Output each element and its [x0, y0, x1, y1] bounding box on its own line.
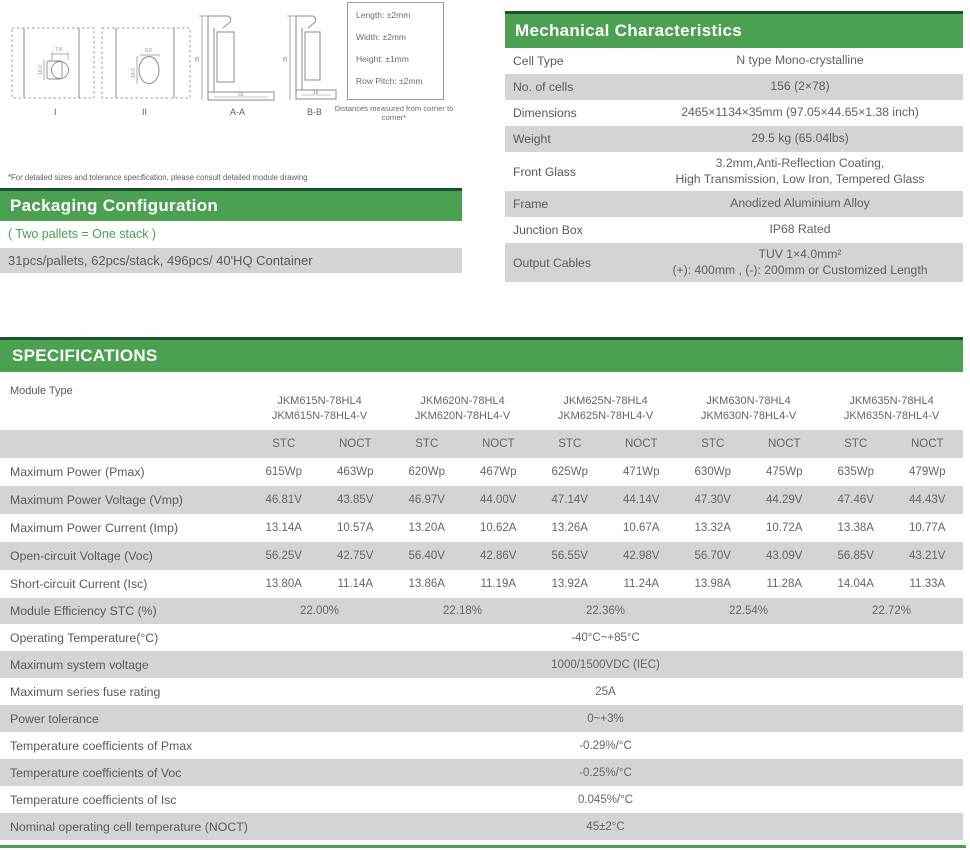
- module-technical-drawings: [2, 2, 347, 122]
- module-name: JKM615N-78HL4 JKM615N-78HL4-V: [271, 395, 368, 422]
- aa-width-dim: 33: [238, 92, 244, 98]
- spec-row-label: Maximum Power (Pmax): [10, 465, 145, 479]
- spec-value: 56.70V: [694, 550, 731, 562]
- mech-row-label: Dimensions: [513, 106, 577, 120]
- spec-row: [0, 542, 963, 570]
- spec-value: 11.14A: [337, 578, 374, 590]
- spec-value: 22.18%: [442, 605, 482, 617]
- spec-value: 44.00V: [480, 494, 517, 506]
- spec-row: [0, 705, 963, 732]
- specifications-title: SPECIFICATIONS: [12, 346, 158, 365]
- spec-row-label: Maximum Power Current (Imp): [10, 521, 179, 535]
- spec-row: [0, 514, 963, 542]
- spec-value: -40°C~+85°C: [571, 631, 640, 644]
- drawing-i-height-dim: 10.0: [38, 65, 44, 75]
- spec-value: 467Wp: [480, 466, 517, 478]
- spec-value: 22.36%: [585, 605, 625, 617]
- spec-value: 22.72%: [871, 605, 911, 617]
- condition-header: STC: [558, 438, 582, 450]
- spec-value: -0.25%/°C: [579, 766, 632, 779]
- aa-label: A-A: [230, 107, 246, 117]
- spec-value: 56.40V: [408, 550, 445, 562]
- condition-header: STC: [701, 438, 725, 450]
- spec-row-label: Maximum series fuse rating: [10, 684, 161, 699]
- mech-row-label: Weight: [513, 132, 551, 146]
- condition-header: NOCT: [338, 438, 372, 450]
- mech-row-value: 29.5 kg (65.04lbs): [751, 131, 849, 146]
- spec-row-label: Open-circuit Voltage (Voc): [10, 549, 153, 563]
- drawing-i-label: I: [54, 107, 57, 117]
- mech-row-label: Cell Type: [513, 54, 564, 68]
- spec-value: 56.85V: [837, 550, 874, 562]
- spec-value: 10.62A: [480, 522, 517, 534]
- spec-value: 13.14A: [265, 522, 302, 534]
- mech-row-value: 156 (2×78): [770, 79, 830, 94]
- mech-row: [505, 243, 963, 282]
- spec-value: 0.045%/°C: [577, 793, 634, 806]
- mech-row: [505, 126, 963, 152]
- spec-value: 475Wp: [766, 466, 803, 478]
- spec-row-label: Temperature coefficients of Isc: [10, 792, 177, 807]
- spec-value: 44.43V: [909, 494, 946, 506]
- specifications-header: [0, 337, 963, 372]
- bottom-divider: [0, 845, 966, 848]
- spec-value: 43.85V: [337, 494, 374, 506]
- packaging-title: Packaging Configuration: [10, 196, 219, 215]
- drawing-i-width-dim: 7.8: [55, 47, 62, 53]
- spec-value: 11.19A: [480, 578, 517, 590]
- spec-row-label: Temperature coefficients of Pmax: [10, 738, 193, 753]
- spec-value: 635Wp: [837, 466, 874, 478]
- tolerance-row-pitch: Row Pitch: ±2mm: [356, 76, 423, 86]
- spec-value: 463Wp: [337, 466, 374, 478]
- condition-header: STC: [415, 438, 439, 450]
- drawing-ii-outline: [102, 28, 190, 98]
- spec-value: 11.24A: [623, 578, 660, 590]
- spec-value: 0~+3%: [587, 712, 624, 725]
- mechanical-table: [505, 48, 963, 282]
- mech-row-value: IP68 Rated: [769, 222, 831, 237]
- mech-row-label: Output Cables: [513, 255, 591, 270]
- spec-value: 43.21V: [909, 550, 946, 562]
- spec-row: [0, 786, 963, 813]
- mech-row-value: Anodized Aluminium Alloy: [730, 196, 870, 211]
- spec-value: 625Wp: [551, 466, 588, 478]
- spec-row-label: Maximum Power Voltage (Vmp): [10, 493, 183, 507]
- spec-row-label: Power tolerance: [10, 711, 99, 726]
- spec-value: 10.67A: [623, 522, 660, 534]
- mech-row: [505, 48, 963, 74]
- spec-value: 10.72A: [766, 522, 803, 534]
- spec-value: 13.20A: [408, 522, 445, 534]
- spec-value: 10.77A: [909, 522, 946, 534]
- spec-efficiency-row: [0, 598, 963, 624]
- spec-value: 13.98A: [694, 578, 731, 590]
- mech-row-value: N type Mono-crystalline: [736, 53, 864, 68]
- spec-row-label: Module Efficiency STC (%): [10, 604, 157, 618]
- spec-row: [0, 678, 963, 705]
- spec-value: 471Wp: [623, 466, 660, 478]
- tolerance-box: [347, 2, 444, 100]
- condition-header: NOCT: [624, 438, 658, 450]
- spec-value: 13.26A: [551, 522, 588, 534]
- spec-value: 47.30V: [694, 494, 731, 506]
- specifications-table: [0, 372, 963, 840]
- spec-value: 56.25V: [265, 550, 302, 562]
- module-name: JKM635N-78HL4 JKM635N-78HL4-V: [843, 395, 940, 422]
- distance-note: Distances measured from corner to corner*: [334, 104, 454, 122]
- condition-header: STC: [272, 438, 296, 450]
- spec-condition-row: [0, 430, 963, 458]
- module-name: JKM625N-78HL4 JKM625N-78HL4-V: [557, 395, 654, 422]
- mech-row-value: 2465×1134×35mm (97.05×44.65×1.38 inch): [681, 105, 919, 120]
- drawing-ii-label: II: [142, 107, 148, 117]
- spec-value: 45±2°C: [586, 820, 625, 833]
- spec-row: [0, 651, 963, 678]
- mech-row-value: TUV 1×4.0mm² (+): 400mm , (-): 200mm or Customized Length: [672, 246, 928, 277]
- spec-row-label: Short-circuit Current (Isc): [10, 577, 148, 591]
- spec-value: 42.75V: [337, 550, 374, 562]
- spec-value: 14.04A: [837, 578, 874, 590]
- spec-value: 46.81V: [265, 494, 302, 506]
- aa-height-dim: 35: [195, 56, 201, 62]
- spec-value: 44.29V: [766, 494, 803, 506]
- spec-row: [0, 486, 963, 514]
- spec-row-label: Maximum system voltage: [10, 657, 149, 672]
- spec-value: 43.09V: [766, 550, 803, 562]
- packaging-subtitle: ( Two pallets = One stack ): [8, 227, 157, 241]
- spec-value: 47.46V: [837, 494, 874, 506]
- spec-value: 13.38A: [837, 522, 874, 534]
- spec-value: 22.54%: [728, 605, 768, 617]
- condition-header: STC: [844, 438, 868, 450]
- spec-value: 630Wp: [694, 466, 731, 478]
- spec-value: 46.97V: [408, 494, 445, 506]
- spec-module-row: [0, 372, 963, 430]
- spec-value: 25A: [595, 685, 616, 698]
- mechanical-table-body: [505, 48, 963, 282]
- mech-row: [505, 217, 963, 243]
- bb-label: B-B: [307, 107, 323, 117]
- spec-row: [0, 732, 963, 759]
- drawing-footnote: *For detailed sizes and tolerance specification, please consult detailed module drawing: [8, 173, 308, 182]
- mech-row-value: 3.2mm,Anti-Reflection Coating, High Transmission, Low Iron, Tempered Glass: [675, 155, 925, 186]
- spec-value: 11.33A: [909, 578, 946, 590]
- spec-row: [0, 458, 963, 486]
- drawing-ii-height-dim: 14.0: [131, 68, 137, 78]
- packaging-detail-text: 31pcs/pallets, 62pcs/stack, 496pcs/ 40'HQ Container: [8, 253, 313, 268]
- spec-value: 44.14V: [623, 494, 660, 506]
- module-name: JKM630N-78HL4 JKM630N-78HL4-V: [700, 395, 797, 422]
- spec-value: -0.29%/°C: [579, 739, 632, 752]
- spec-table-body: [0, 372, 963, 840]
- mech-row-label: Frame: [513, 197, 549, 211]
- spec-value: 13.32A: [694, 522, 731, 534]
- spec-row: [0, 570, 963, 598]
- drawing-ii-width-dim: 9.6: [145, 48, 152, 54]
- spec-value: 42.86V: [480, 550, 517, 562]
- tolerance-length: Length: ±2mm: [356, 10, 411, 20]
- spec-value: 13.80A: [265, 578, 302, 590]
- spec-value: 13.92A: [551, 578, 588, 590]
- spec-row: [0, 759, 963, 786]
- spec-row-label: Nominal operating cell temperature (NOCT): [10, 819, 248, 834]
- mech-row-label: No. of cells: [513, 80, 574, 94]
- spec-value: 47.14V: [551, 494, 588, 506]
- mech-row: [505, 152, 963, 191]
- bb-width-dim: 18: [313, 90, 319, 96]
- spec-row-label: Operating Temperature(°C): [10, 630, 159, 645]
- spec-value: 10.57A: [337, 522, 374, 534]
- spec-value: 615Wp: [265, 466, 302, 478]
- condition-row-spacer: [0, 430, 248, 458]
- spec-row: [0, 813, 963, 840]
- tolerance-height: Height: ±1mm: [356, 54, 409, 64]
- mech-row: [505, 74, 963, 100]
- condition-header: NOCT: [767, 438, 801, 450]
- condition-header: NOCT: [481, 438, 515, 450]
- packaging-detail: [0, 248, 462, 273]
- mech-row: [505, 191, 963, 217]
- spec-value: 479Wp: [909, 466, 946, 478]
- module-name: JKM620N-78HL4 JKM620N-78HL4-V: [414, 395, 511, 422]
- mech-row-label: Front Glass: [513, 164, 576, 179]
- spec-value: 22.00%: [299, 605, 339, 617]
- spec-row-label: Temperature coefficients of Voc: [10, 765, 182, 780]
- mech-row: [505, 100, 963, 126]
- spec-value: 13.86A: [408, 578, 445, 590]
- mech-row-label: Junction Box: [513, 223, 583, 237]
- bb-height-dim: 35: [283, 56, 289, 62]
- spec-value: 56.55V: [551, 550, 588, 562]
- mechanical-title: Mechanical Characteristics: [515, 21, 743, 40]
- spec-value: 42.98V: [623, 550, 660, 562]
- packaging-configuration-header: [0, 188, 462, 221]
- spec-value: 11.28A: [766, 578, 803, 590]
- spec-value: 620Wp: [408, 466, 445, 478]
- tolerance-width: Width: ±2mm: [356, 32, 407, 42]
- mechanical-characteristics-header: [505, 11, 963, 48]
- spec-row: [0, 624, 963, 651]
- condition-header: NOCT: [910, 438, 944, 450]
- spec-value: 1000/1500VDC (IEC): [551, 658, 660, 671]
- module-type-label: Module Type: [10, 385, 73, 397]
